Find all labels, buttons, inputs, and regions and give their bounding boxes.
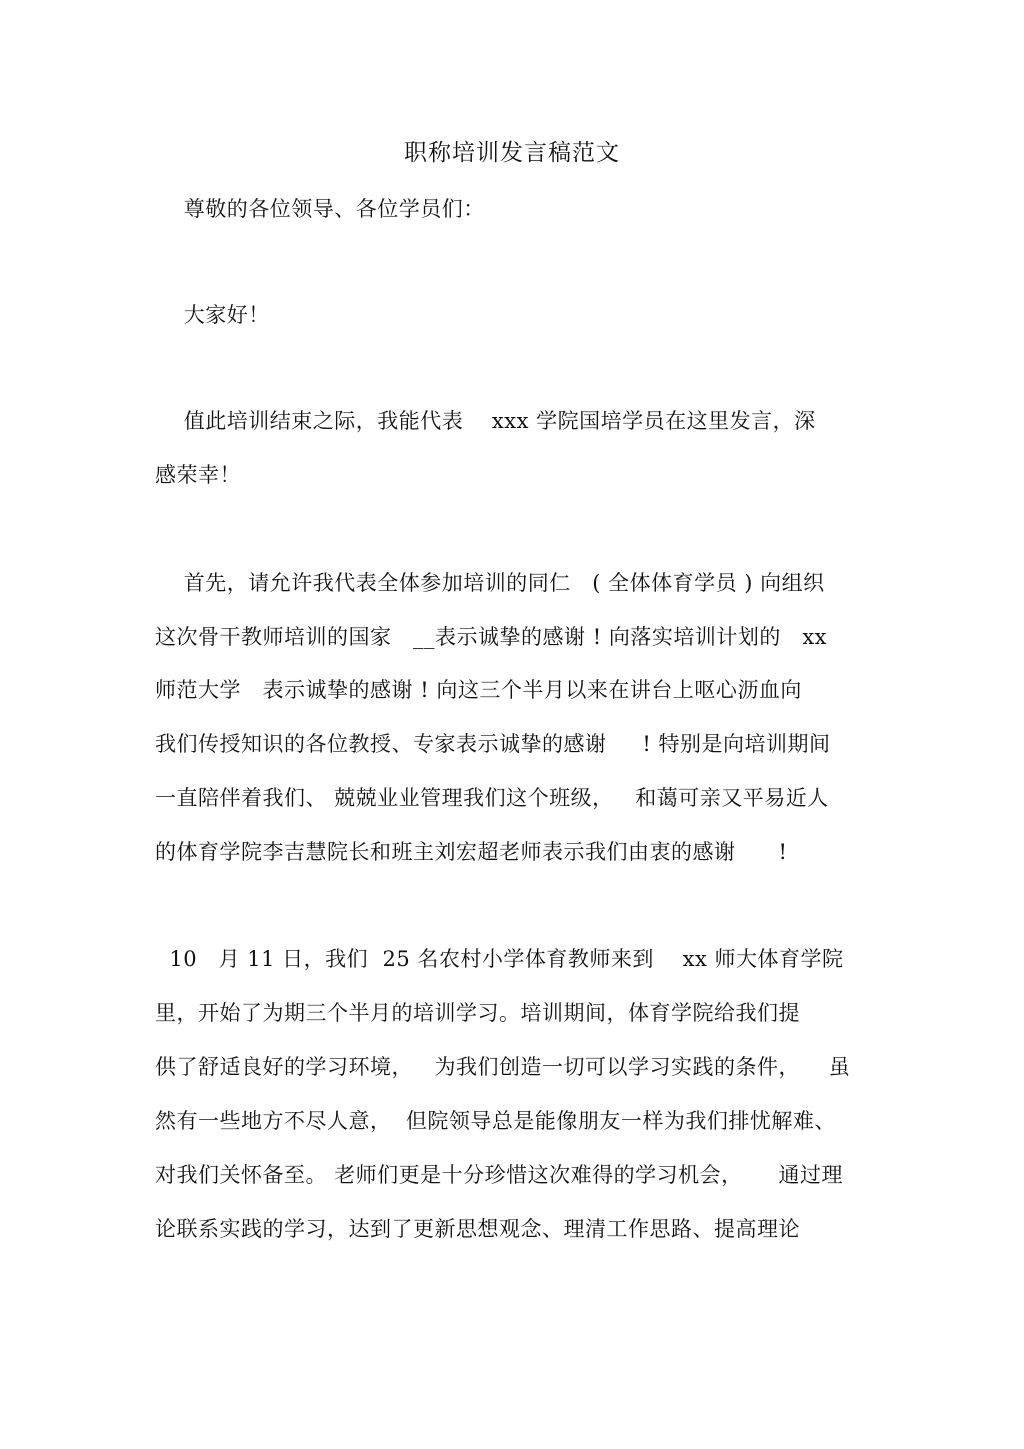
paragraph-3-line-4: 然有一些地方不尽人意， 但院领导总是能像朋友一样为我们排忧解难、 xyxy=(155,1109,836,1133)
document-title: 职称培训发言稿范文 xyxy=(404,140,620,166)
paragraph-1-line-1: 值此培训结束之际，我能代表 xxx 学院国培学员在这里发言，深 xyxy=(155,409,816,433)
paragraph-2-line-5: 一直陪伴着我们、 兢兢业业管理我们这个班级， 和蔼可亲又平易近人 xyxy=(155,786,829,810)
paragraph-1-line-2: 感荣幸！ xyxy=(155,463,241,487)
paragraph-2-line-1: 首先，请允许我代表全体参加培训的同仁 ( 全体体育学员 ) 向组织 xyxy=(155,571,825,595)
paragraph-2-line-6: 的体育学院李吉慧院长和班主刘宏超老师表示我们由衷的感谢 ! xyxy=(155,840,788,864)
paragraph-2-line-4: 我们传授知识的各位教授、专家表示诚挚的感谢 ! 特别是向培训期间 xyxy=(155,732,831,756)
paragraph-2-line-2: 这次骨干教师培训的国家 __表示诚挚的感谢 ! 向落实培训计划的 xx xyxy=(155,625,828,649)
greeting-line: 大家好！ xyxy=(155,303,270,327)
paragraph-3-line-6: 论联系实践的学习，达到了更新思想观念、理清工作思路、提高理论 xyxy=(155,1217,800,1241)
paragraph-2-line-3: 师范大学 表示诚挚的感谢 ! 向这三个半月以来在讲台上呕心沥血向 xyxy=(155,678,802,702)
paragraph-3-line-2: 里，开始了为期三个半月的培训学习。培训期间，体育学院给我们提 xyxy=(155,1001,800,1025)
paragraph-3-line-1: 10 月 11 日，我们 25 名农村小学体育教师来到 xx 师大体育学院 xyxy=(155,947,844,971)
paragraph-3-line-3: 供了舒适良好的学习环境， 为我们创造一切可以学习实践的条件， 虽 xyxy=(155,1055,851,1079)
paragraph-3-line-5: 对我们关怀备至。 老师们更是十分珍惜这次难得的学习机会， 通过理 xyxy=(155,1163,844,1187)
salutation-line: 尊敬的各位领导、各位学员们： xyxy=(155,197,485,221)
